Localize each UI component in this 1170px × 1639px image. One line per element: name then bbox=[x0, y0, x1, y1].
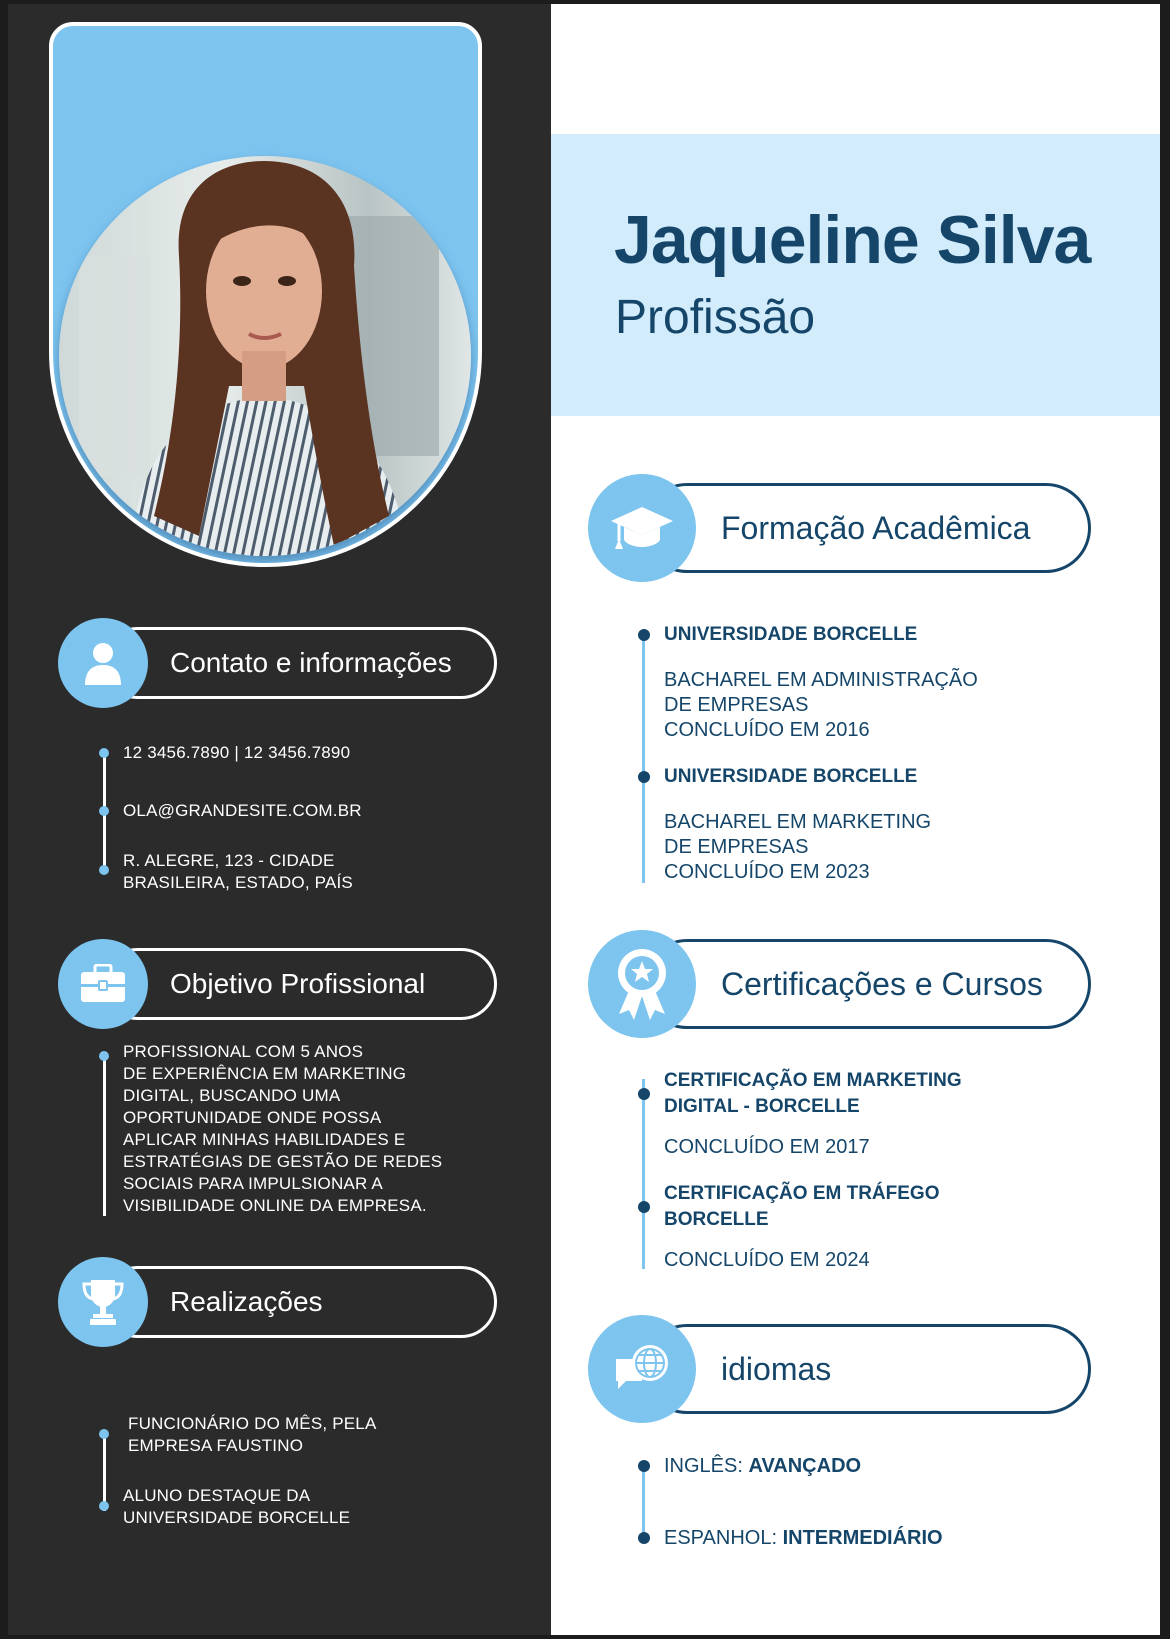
languages-timeline bbox=[642, 1466, 645, 1536]
achievements-section-header bbox=[58, 1257, 497, 1347]
certification-name: CERTIFICAÇÃO EM TRÁFEGO bbox=[664, 1183, 940, 1204]
language-item bbox=[664, 1454, 861, 1479]
certification-name: DIGITAL - BORCELLE bbox=[664, 1096, 860, 1117]
certification-name: CERTIFICAÇÃO EM MARKETING bbox=[664, 1070, 962, 1091]
objective-line: DE EXPERIÊNCIA EM MARKETING bbox=[123, 1064, 407, 1083]
education-title: Formação Acadêmica bbox=[721, 510, 1031, 546]
timeline-dot bbox=[99, 748, 109, 758]
timeline-dot bbox=[638, 1460, 650, 1472]
timeline-dot bbox=[638, 771, 650, 783]
achievements-title: Realizações bbox=[170, 1286, 323, 1317]
certifications-timeline bbox=[642, 1079, 645, 1269]
certification-name: BORCELLE bbox=[664, 1209, 769, 1230]
timeline-dot bbox=[99, 1429, 109, 1439]
contact-address-line2: BRASILEIRA, ESTADO, PAÍS bbox=[123, 873, 353, 892]
education-line: BACHAREL EM MARKETING bbox=[664, 811, 932, 833]
languages-pill bbox=[642, 1324, 1091, 1414]
education-timeline bbox=[642, 635, 645, 883]
objective-line: DIGITAL, BUSCANDO UMA bbox=[123, 1086, 341, 1105]
certifications-title: Certificações e Cursos bbox=[721, 966, 1043, 1002]
chat-globe-icon bbox=[588, 1315, 696, 1423]
achievement-line: FUNCIONÁRIO DO MÊS, PELA bbox=[128, 1414, 377, 1433]
trophy-icon bbox=[58, 1257, 148, 1347]
profile-photo bbox=[59, 156, 471, 556]
timeline-dot bbox=[638, 629, 650, 641]
education-section-header bbox=[588, 474, 1091, 582]
certifications-section-header bbox=[588, 930, 1091, 1038]
languages-section-header bbox=[588, 1315, 1091, 1423]
objective-timeline bbox=[103, 1056, 106, 1216]
achievement-line: EMPRESA FAUSTINO bbox=[128, 1436, 304, 1455]
sidebar bbox=[8, 4, 551, 1635]
contact-title: Contato e informações bbox=[170, 647, 452, 678]
achievement-line: UNIVERSIDADE BORCELLE bbox=[123, 1508, 351, 1527]
languages-title: idiomas bbox=[721, 1351, 832, 1387]
contact-phone: 12 3456.7890 | 12 3456.7890 bbox=[123, 743, 351, 762]
education-school: UNIVERSIDADE BORCELLE bbox=[664, 766, 918, 787]
contact-email: OLA@GRANDESITE.COM.BR bbox=[123, 801, 362, 820]
education-line: BACHAREL EM ADMINISTRAÇÃO bbox=[664, 669, 978, 691]
objective-line: OPORTUNIDADE ONDE POSSA bbox=[123, 1108, 382, 1127]
timeline-dot bbox=[99, 1501, 109, 1511]
language-level: INTERMEDIÁRIO bbox=[782, 1527, 943, 1549]
achievements-timeline bbox=[103, 1431, 106, 1511]
timeline-dot bbox=[638, 1201, 650, 1213]
timeline-dot bbox=[638, 1532, 650, 1544]
certification-date: CONCLUÍDO EM 2024 bbox=[664, 1249, 870, 1271]
objective-title: Objetivo Profissional bbox=[170, 968, 426, 999]
objective-line: ESTRATÉGIAS DE GESTÃO DE REDES bbox=[123, 1152, 443, 1171]
education-school: UNIVERSIDADE BORCELLE bbox=[664, 624, 918, 645]
language-name: ESPANHOL: bbox=[664, 1527, 777, 1549]
briefcase-icon bbox=[58, 939, 148, 1029]
profession-title: Profissão bbox=[615, 291, 816, 344]
graduation-cap-icon bbox=[588, 474, 696, 582]
objective-line: PROFISSIONAL COM 5 ANOS bbox=[123, 1042, 364, 1061]
education-line: DE EMPRESAS bbox=[664, 836, 809, 858]
timeline-dot bbox=[99, 865, 109, 875]
language-level: AVANÇADO bbox=[748, 1455, 862, 1477]
language-name: INGLÊS: bbox=[664, 1455, 743, 1477]
education-line: CONCLUÍDO EM 2016 bbox=[664, 719, 870, 741]
timeline-dot bbox=[99, 806, 109, 816]
achievement-line: ALUNO DESTAQUE DA bbox=[123, 1486, 311, 1505]
language-item bbox=[664, 1526, 943, 1551]
certification-date: CONCLUÍDO EM 2017 bbox=[664, 1136, 870, 1158]
contact-section-header bbox=[58, 618, 497, 708]
photo-frame bbox=[49, 22, 482, 567]
objective-line: SOCIAIS PARA IMPULSIONAR A bbox=[123, 1174, 383, 1193]
award-ribbon-icon bbox=[588, 930, 696, 1038]
timeline-dot bbox=[99, 1051, 109, 1061]
education-line: DE EMPRESAS bbox=[664, 694, 809, 716]
timeline-dot bbox=[638, 1088, 650, 1100]
person-icon bbox=[58, 618, 148, 708]
education-line: CONCLUÍDO EM 2023 bbox=[664, 861, 870, 883]
objective-line: APLICAR MINHAS HABILIDADES E bbox=[123, 1130, 406, 1149]
person-name: Jaqueline Silva bbox=[614, 202, 1091, 278]
contact-address-line1: R. ALEGRE, 123 - CIDADE bbox=[123, 851, 335, 870]
objective-section-header bbox=[58, 939, 497, 1029]
resume-page bbox=[8, 4, 1160, 1635]
objective-line: VISIBILIDADE ONLINE DA EMPRESA. bbox=[123, 1196, 427, 1215]
